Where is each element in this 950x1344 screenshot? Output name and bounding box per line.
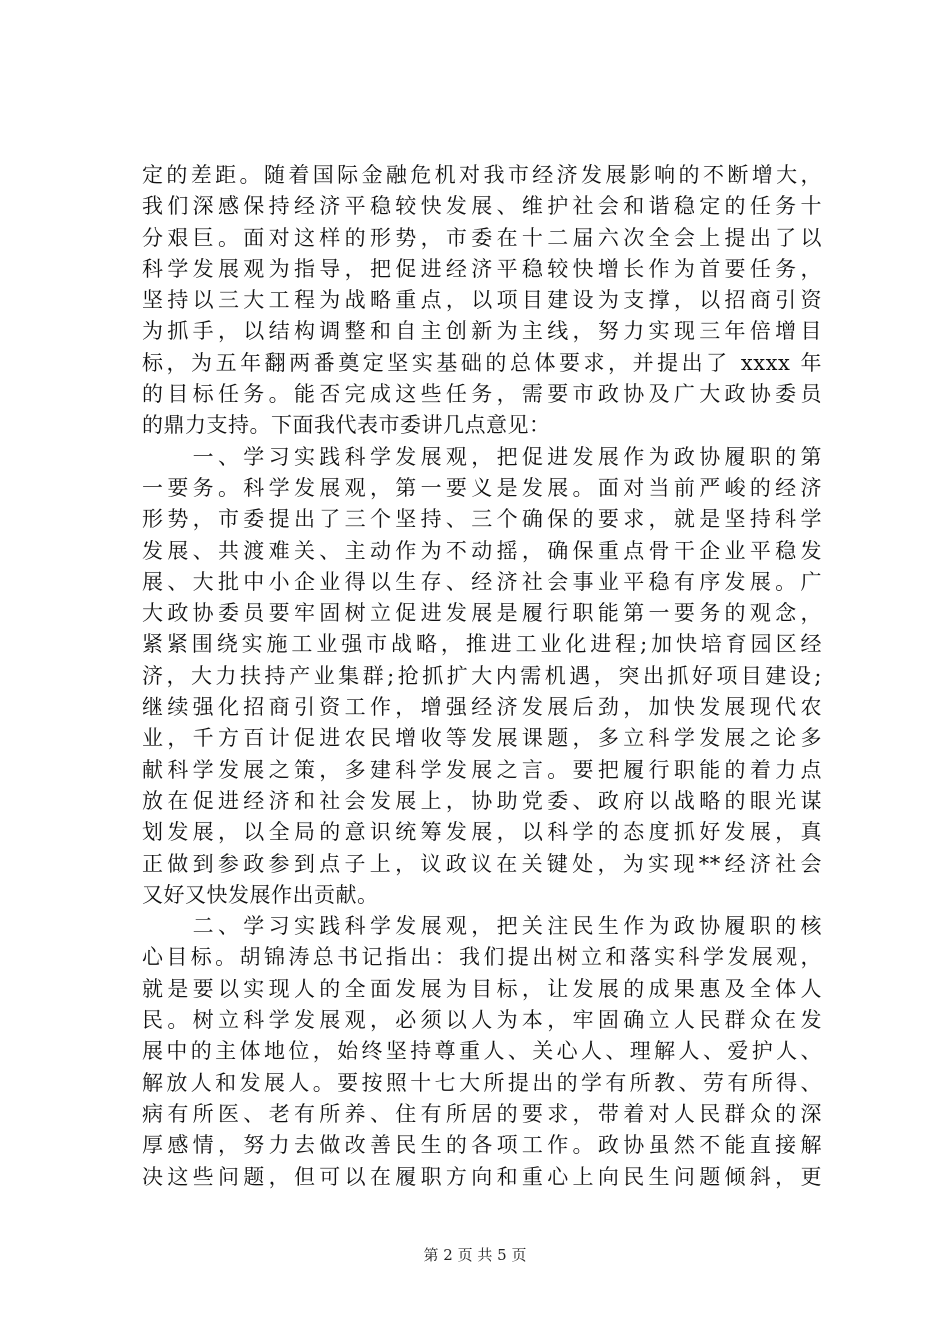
text-line: 我们深感保持经济平稳较快发展、维护社会和谐稳定的任务十 [142,194,822,219]
text-line: 二、学习实践科学发展观，把关注民生作为政协履职的核 [142,914,822,939]
text-line: 紧紧围绕实施工业强市战略，推进工业化进程;加快培育园区经 [142,632,822,657]
text-line: 献科学发展之策，多建科学发展之言。要把履行职能的着力点 [142,757,822,782]
text-line: 心目标。胡锦涛总书记指出：我们提出树立和落实科学发展观， [142,945,822,970]
text-line: 坚持以三大工程为战略重点，以项目建设为支撑，以招商引资 [142,288,822,313]
text-line: 决这些问题，但可以在履职方向和重心上向民生问题倾斜，更 [142,1164,822,1189]
text-line: 济，大力扶持产业集群;抢抓扩大内需机遇，突出抓好项目建设; [142,663,822,688]
text-line: 又好又快发展作出贡献。 [142,882,379,907]
text-line: 标，为五年翻两番奠定坚实基础的总体要求，并提出了 xxxx 年 [142,350,822,375]
text-line: 业，千方百计促进农民增收等发展课题，多立科学发展之论多 [142,726,822,751]
text-line: 分艰巨。面对这样的形势，市委在十二届六次全会上提出了以 [142,225,822,250]
text-line: 科学发展观为指导，把促进经济平稳较快增长作为首要任务， [142,256,822,281]
text-line: 厚感情，努力去做改善民生的各项工作。政协虽然不能直接解 [142,1133,822,1158]
text-line: 展、大批中小企业得以生存、经济社会事业平稳有序发展。广 [142,569,822,594]
text-line: 病有所医、老有所养、住有所居的要求，带着对人民群众的深 [142,1101,822,1126]
text-line: 正做到参政参到点子上，议政议在关键处，为实现**经济社会 [142,851,822,876]
text-line: 形势，市委提出了三个坚持、三个确保的要求，就是坚持科学 [142,507,822,532]
text-line: 定的差距。随着国际金融危机对我市经济发展影响的不断增大， [142,163,822,187]
text-line: 为抓手，以结构调整和自主创新为主线，努力实现三年倍增目 [142,319,822,344]
text-line: 就是要以实现人的全面发展为目标，让发展的成果惠及全体人 [142,976,822,1001]
text-line: 继续强化招商引资工作，增强经济发展后劲，加快发展现代农 [142,695,822,720]
text-line: 划发展，以全局的意识统筹发展，以科学的态度抓好发展，真 [142,820,822,845]
text-line: 一、学习实践科学发展观，把促进发展作为政协履职的第 [142,444,822,469]
text-line: 展中的主体地位，始终坚持尊重人、关心人、理解人、爱护人、 [142,1039,822,1064]
text-line: 大政协委员要牢固树立促进发展是履行职能第一要务的观念， [142,601,822,626]
text-line: 的目标任务。能否完成这些任务，需要市政协及广大政协委员 [142,382,822,407]
page-footer: 第 2 页 共 5 页 [423,1246,527,1264]
text-line: 放在促进经济和社会发展上，协助党委、政府以战略的眼光谋 [142,788,822,813]
text-line: 一要务。科学发展观，第一要义是发展。面对当前严峻的经济 [142,475,822,500]
text-line: 民。树立科学发展观，必须以人为本，牢固确立人民群众在发 [142,1008,822,1033]
text-line: 发展、共渡难关、主动作为不动摇，确保重点骨干企业平稳发 [142,538,822,563]
text-line: 的鼎力支持。下面我代表市委讲几点意见： [142,413,551,438]
document-body [142,160,822,1193]
text-line: 解放人和发展人。要按照十七大所提出的学有所教、劳有所得、 [142,1070,822,1095]
